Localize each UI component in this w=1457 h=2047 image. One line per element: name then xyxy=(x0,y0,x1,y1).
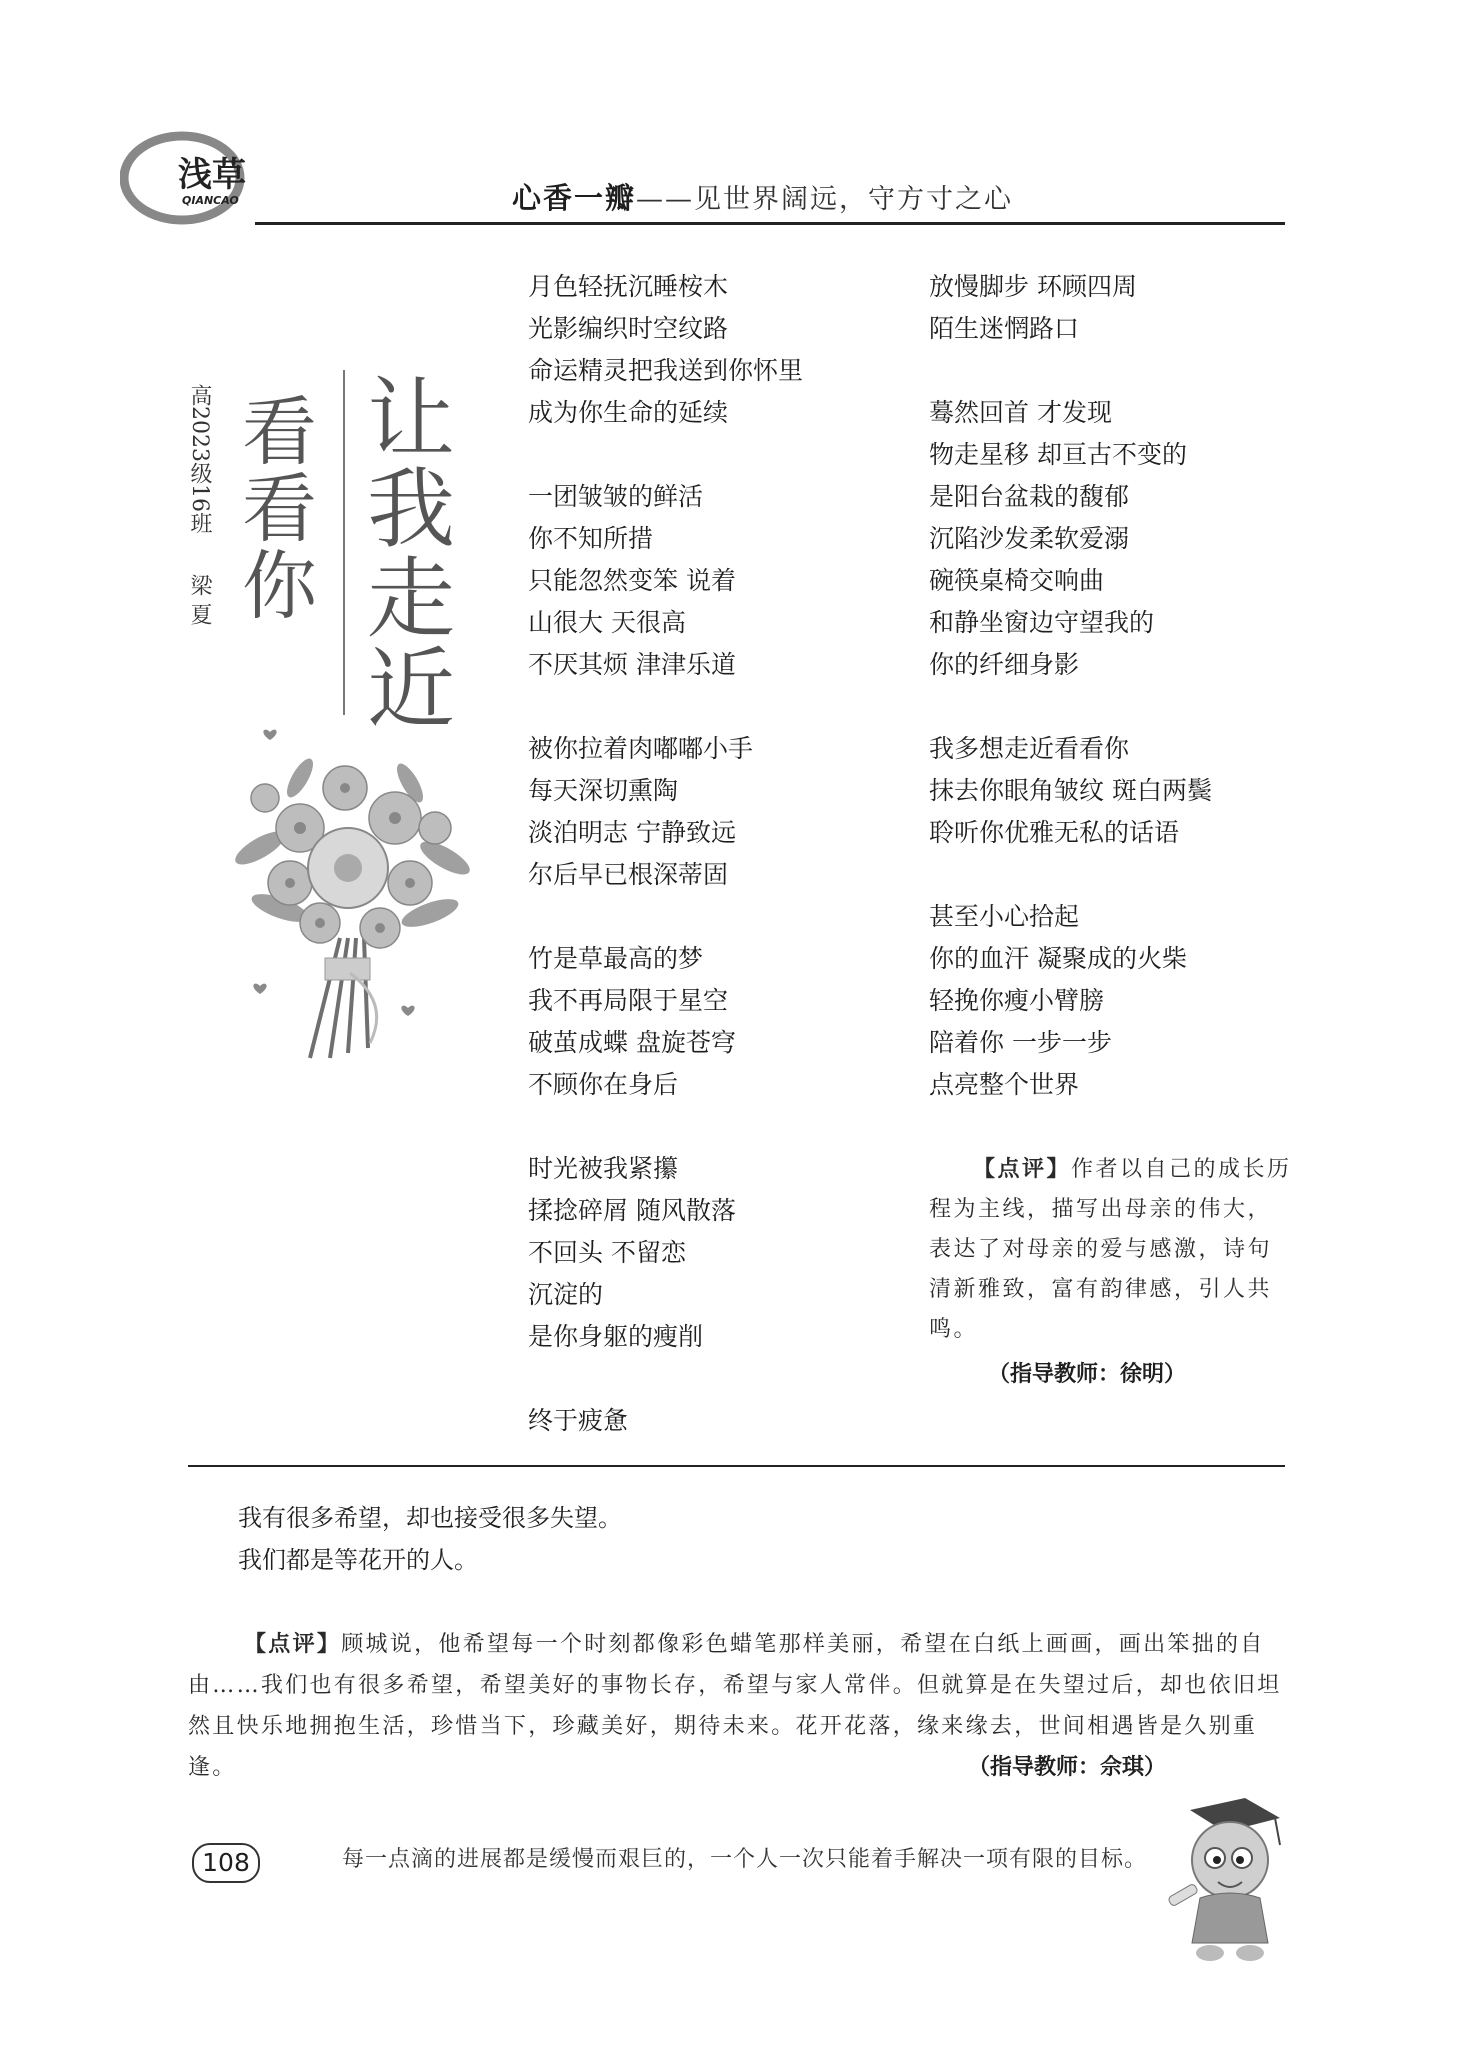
heart-icon xyxy=(401,1006,414,1016)
column-name: 心香一瓣 xyxy=(512,181,637,215)
poem-line: 放慢脚步 环顾四周 xyxy=(929,272,1137,301)
article-title-line1: 让我走近 xyxy=(353,372,456,732)
previous-article-ending xyxy=(238,1497,622,1581)
poem-line: 每天深切熏陶 xyxy=(528,776,679,805)
poem-line: 抹去你眼角皱纹 斑白两鬓 xyxy=(929,776,1212,805)
header-title xyxy=(512,176,1013,217)
article-title-line2: 看看你 xyxy=(230,392,318,623)
poem-line: 沉淀的 xyxy=(528,1280,604,1309)
title-divider xyxy=(343,370,345,715)
poem-line: 是阳台盆栽的馥郁 xyxy=(929,482,1130,511)
author-name: 梁 夏 xyxy=(187,573,212,625)
poem-line: 沉陷沙发柔软爱溺 xyxy=(929,524,1130,553)
poem-line: 被你拉着肉嘟嘟小手 xyxy=(528,734,754,763)
poem-line xyxy=(929,686,1309,728)
poem-line: 聆听你优雅无私的话语 xyxy=(929,818,1180,847)
outro-line: 我有很多希望，却也接受很多失望。 xyxy=(238,1504,622,1532)
poem-line: 破茧成蝶 盘旋苍穹 xyxy=(528,1028,736,1057)
section-rule xyxy=(188,1465,1285,1467)
page-number: 108 xyxy=(192,1843,260,1883)
teacher-credit-2: （指导教师：佘琪） xyxy=(968,1755,1167,1780)
poem-line: 不回头 不留恋 xyxy=(528,1238,686,1267)
poem-column-1 xyxy=(528,266,908,1442)
poem-line: 命运精灵把我送到你怀里 xyxy=(528,356,804,385)
poem-line: 不厌其烦 津津乐道 xyxy=(528,650,736,679)
poem-line: 不顾你在身后 xyxy=(528,1070,679,1099)
bouquet-illustration xyxy=(230,718,480,1060)
poem-line: 是你身躯的瘦削 xyxy=(528,1322,704,1351)
byline xyxy=(188,384,210,625)
poem-line: 你不知所措 xyxy=(528,524,654,553)
poem-line: 物走星移 却亘古不变的 xyxy=(929,440,1187,469)
qiancao-logo xyxy=(120,128,270,228)
review-tag: 【点评】 xyxy=(244,1632,342,1657)
poem-line: 一团皱皱的鲜活 xyxy=(528,482,704,511)
poem-line xyxy=(528,1358,908,1400)
poem-line: 只能忽然变笨 说着 xyxy=(528,566,736,595)
poem-line xyxy=(929,350,1309,392)
poem-line: 揉捻碎屑 随风散落 xyxy=(528,1196,736,1225)
poem-line: 蓦然回首 才发现 xyxy=(929,398,1112,427)
author-class: 高2023级16班 xyxy=(187,384,212,534)
review-text: 顾城说，他希望每一个时刻都像彩色蜡笔那样美丽，希望在白纸上画画，画出笨拙的自由……我们也有很多希望，希望美好的事物长存，希望与家人常伴。但就算是在失望过后，却也依旧坦然且快乐地拥抱生活，珍惜当下，珍藏美好，期待未来。花开花落，缘来缘去，世间相遇皆是久别重逢。 xyxy=(188,1632,1282,1780)
poem-line: 陌生迷惘路口 xyxy=(929,314,1080,343)
poem-line xyxy=(528,896,908,938)
poem-line: 尔后早已根深蒂固 xyxy=(528,860,729,889)
review-1 xyxy=(929,1150,1294,1350)
poem-line: 轻挽你瘦小臂膀 xyxy=(929,986,1105,1015)
poem-line: 和静坐窗边守望我的 xyxy=(929,608,1155,637)
teacher-credit-1: （指导教师：徐明） xyxy=(988,1362,1187,1387)
poem-column-2 xyxy=(929,266,1309,1106)
column-motto: 见世界阔远，守方寸之心 xyxy=(694,184,1014,215)
header-rule xyxy=(255,222,1285,225)
poem-line: 光影编织时空纹路 xyxy=(528,314,729,343)
heart-icon xyxy=(263,730,276,740)
mascot-illustration xyxy=(1150,1790,1290,1965)
review-tag: 【点评】 xyxy=(973,1157,1072,1182)
poem-line: 点亮整个世界 xyxy=(929,1070,1080,1099)
poem-line: 碗筷桌椅交响曲 xyxy=(929,566,1105,595)
poem-line: 你的纤细身影 xyxy=(929,650,1080,679)
logo-name: 浅草 xyxy=(178,155,246,195)
poem-line: 甚至小心拾起 xyxy=(929,902,1080,931)
poem-line: 我不再局限于星空 xyxy=(528,986,729,1015)
poem-line xyxy=(929,854,1309,896)
poem-line: 你的血汗 凝聚成的火柴 xyxy=(929,944,1187,973)
header-dash: —— xyxy=(636,184,695,215)
poem-line xyxy=(528,1106,908,1148)
poem-line: 成为你生命的延续 xyxy=(528,398,729,427)
footer-quote: 每一点滴的进展都是缓慢而艰巨的，一个人一次只能着手解决一项有限的目标。 xyxy=(342,1847,1148,1872)
outro-line: 我们都是等花开的人。 xyxy=(238,1546,478,1574)
poem-line xyxy=(528,686,908,728)
poem-line: 时光被我紧攥 xyxy=(528,1154,679,1183)
poem-line: 终于疲惫 xyxy=(528,1406,629,1435)
poem-line: 竹是草最高的梦 xyxy=(528,944,704,973)
poem-line: 淡泊明志 宁静致远 xyxy=(528,818,736,847)
logo-pinyin: QIANCAO xyxy=(182,194,239,207)
poem-line xyxy=(528,434,908,476)
heart-icon xyxy=(253,984,266,994)
poem-line: 我多想走近看看你 xyxy=(929,734,1130,763)
poem-line: 月色轻抚沉睡桉木 xyxy=(528,272,729,301)
review-text: 作者以自己的成长历程为主线，描写出母亲的伟大，表达了对母亲的爱与感激，诗句清新雅致，富有韵律感，引人共鸣。 xyxy=(929,1157,1292,1342)
poem-line: 陪着你 一步一步 xyxy=(929,1028,1112,1057)
poem-line: 山很大 天很高 xyxy=(528,608,686,637)
